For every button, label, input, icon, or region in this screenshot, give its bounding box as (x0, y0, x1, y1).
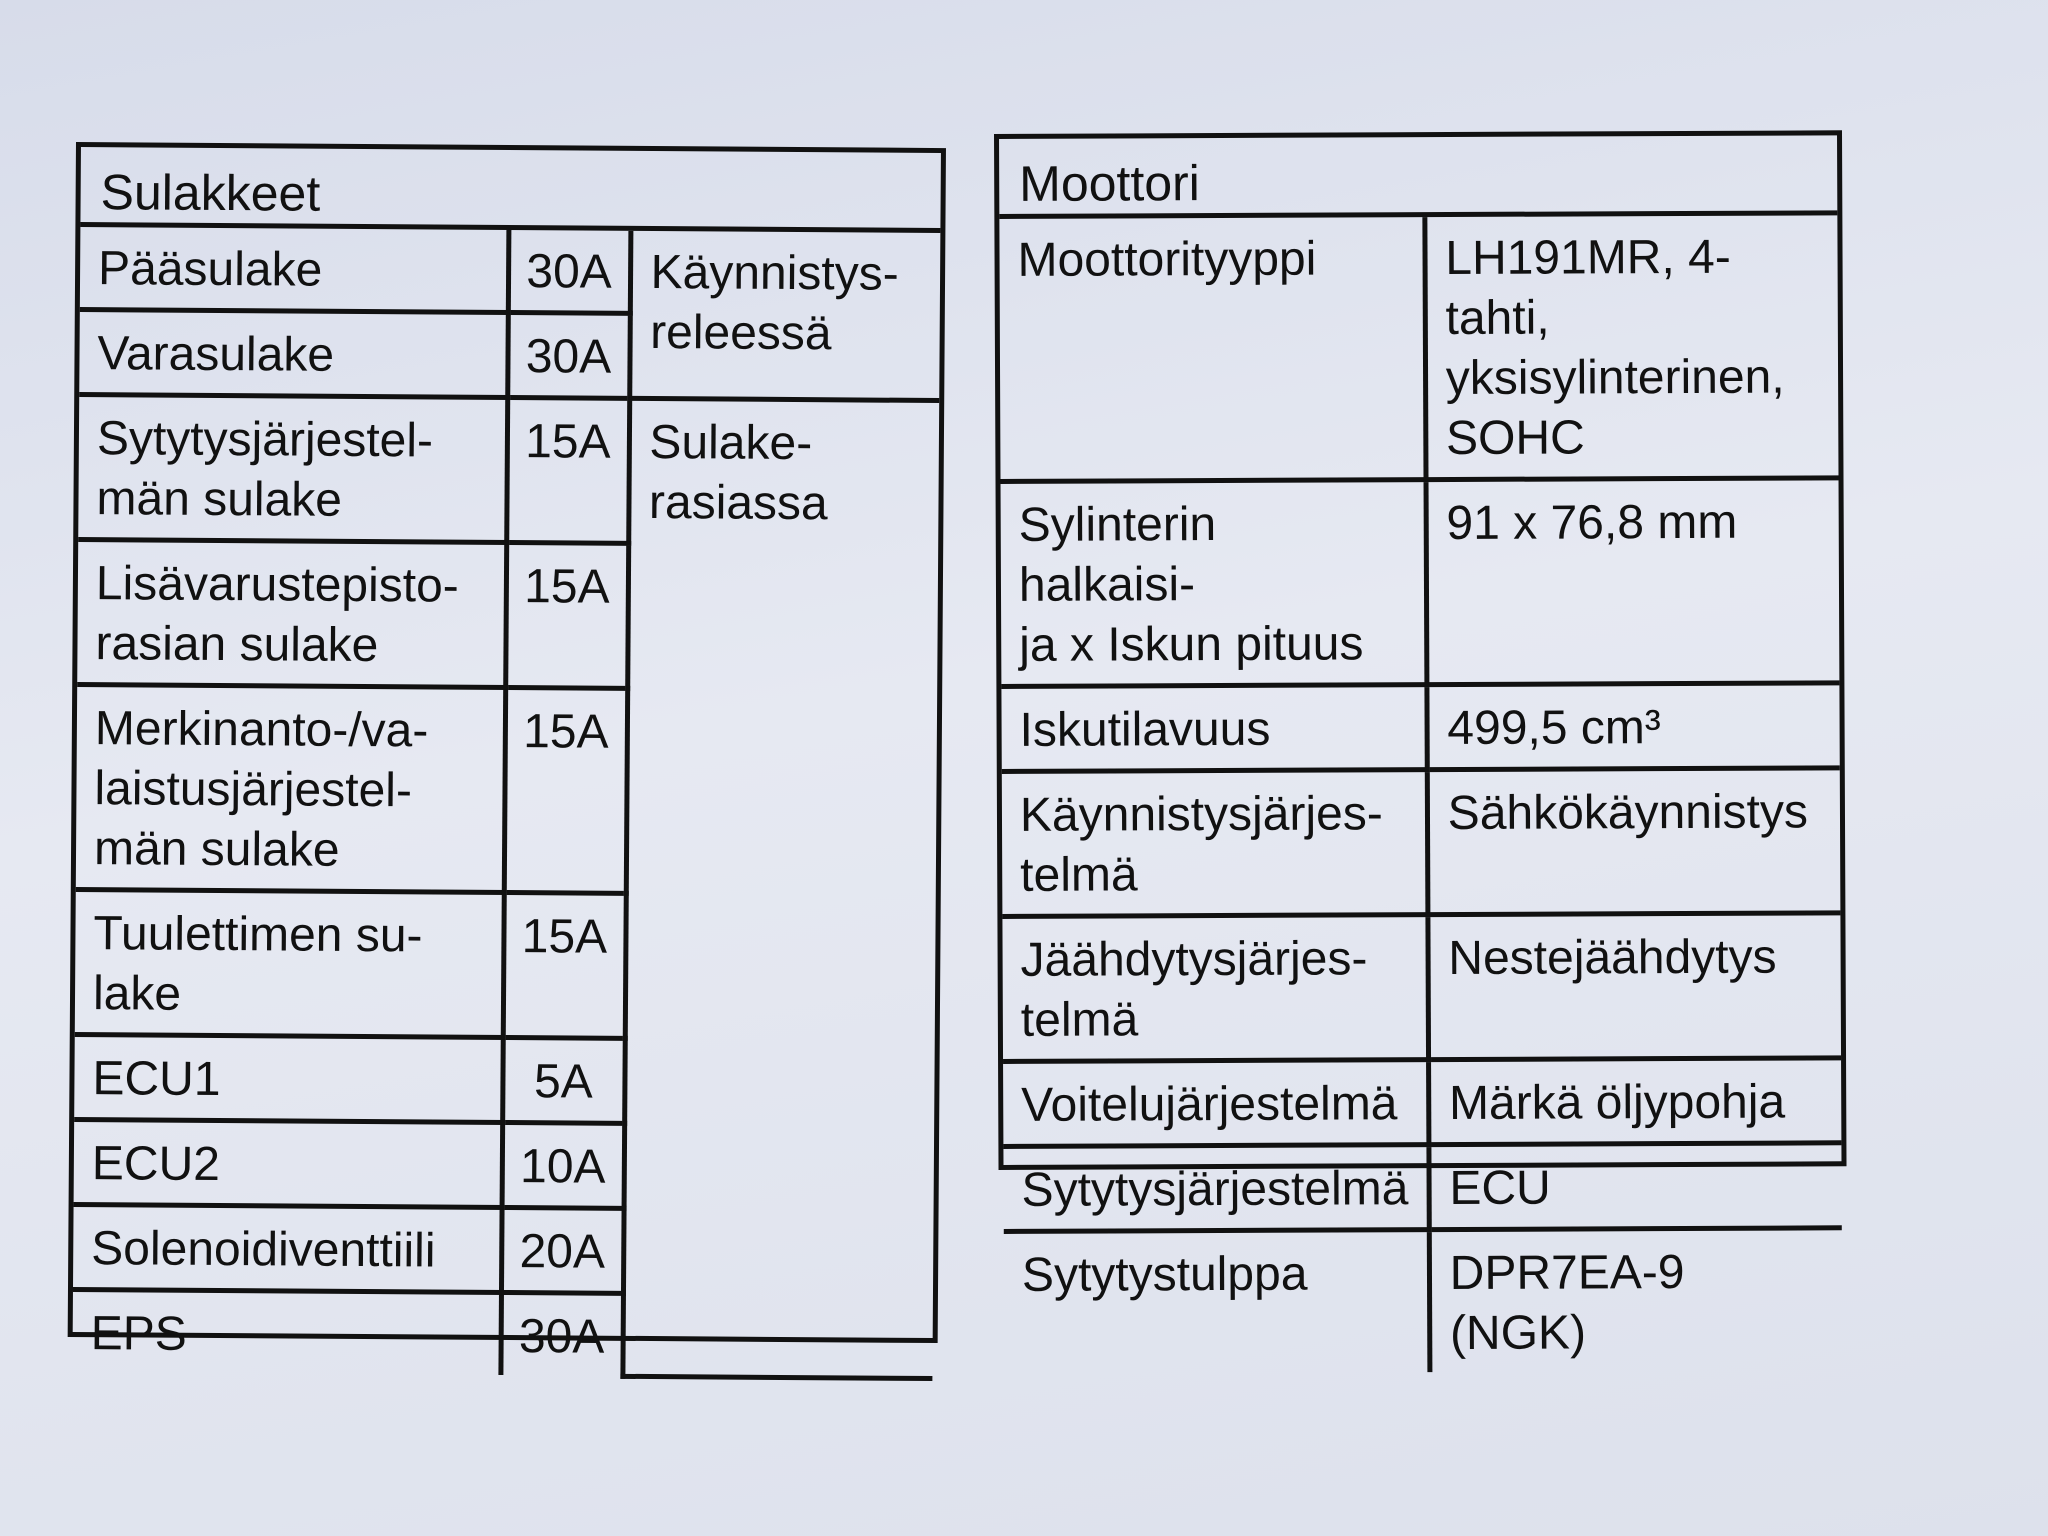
fuses-table (68, 142, 946, 1364)
table-row (1002, 768, 1841, 917)
fuse-name: EPS (72, 1290, 501, 1375)
fuse-value: 10A (502, 1122, 625, 1208)
fuse-value: 15A (505, 543, 628, 689)
fuse-name: Lisävarustepisto- rasian sulake (77, 540, 506, 688)
fuse-value: 30A (507, 313, 630, 399)
fuse-name: ECU2 (74, 1120, 503, 1208)
engine-grid (999, 215, 1842, 1374)
engine-spec-name: Sytytystulppa (1004, 1230, 1430, 1374)
engine-spec-value: ECU (1429, 1143, 1842, 1230)
fuse-name: Sytytysjärjestel- män sulake (78, 395, 507, 543)
fuse-name: Varasulake (79, 310, 508, 398)
table-row (1001, 683, 1839, 772)
table-row (1002, 913, 1841, 1062)
table-row (1001, 478, 1840, 687)
engine-title: Moottori (999, 135, 1837, 219)
engine-spec-name: Jäähdytysjärjes- telmä (1002, 915, 1428, 1062)
engine-spec-value: DPR7EA-9 (NGK) (1429, 1228, 1842, 1372)
engine-spec-value: 499,5 cm³ (1427, 683, 1840, 770)
table-row (999, 215, 1838, 481)
fuse-location: Käynnistys- releessä (629, 231, 940, 401)
fuse-name: Tuulettimen su- lake (75, 890, 504, 1038)
table-row (1004, 1228, 1843, 1374)
table-row (80, 227, 941, 316)
fuse-name: Pääsulake (80, 227, 509, 312)
engine-spec-value: Märkä öljypohja (1428, 1058, 1841, 1145)
engine-spec-name: Iskutilavuus (1001, 685, 1427, 772)
fuses-grid (72, 227, 940, 1380)
table-row (1003, 1058, 1841, 1147)
engine-table (994, 130, 1847, 1361)
engine-spec-name: Moottorityyppi (999, 217, 1425, 481)
engine-spec-name: Käynnistysjärjes- telmä (1002, 770, 1428, 917)
engine-spec-value: 91 x 76,8 mm (1426, 478, 1840, 685)
engine-spec-name: Voitelujärjestelmä (1003, 1060, 1429, 1147)
fuse-value: 20A (501, 1207, 624, 1293)
fuse-value: 15A (506, 398, 629, 544)
engine-spec-value: LH191MR, 4-tahti, yksisylinterinen, SOHC (1425, 215, 1839, 479)
fuse-value: 30A (508, 230, 631, 313)
engine-spec-name: Sytytysjärjestelmä (1003, 1145, 1429, 1232)
fuse-value: 15A (504, 688, 627, 894)
engine-spec-value: Sähkökäynnistys (1427, 768, 1840, 915)
engine-spec-value: Nestejäähdytys (1428, 913, 1841, 1060)
fuse-name: ECU1 (74, 1035, 503, 1123)
fuse-value: 15A (503, 893, 626, 1039)
fuse-value: 5A (502, 1038, 625, 1124)
fuse-name: Solenoidiventtiili (73, 1205, 502, 1293)
fuse-location: Sulake- rasiassa (622, 398, 939, 1378)
fuse-value: 30A (500, 1292, 623, 1375)
fuses-title: Sulakkeet (80, 147, 941, 233)
engine-spec-name: Sylinterin halkaisi- ja x Iskun pituus (1001, 480, 1427, 687)
fuse-name: Merkinanto-/va- laistusjärjestel- män sulake (76, 685, 505, 893)
table-row (1003, 1143, 1841, 1232)
table-row (78, 395, 939, 546)
